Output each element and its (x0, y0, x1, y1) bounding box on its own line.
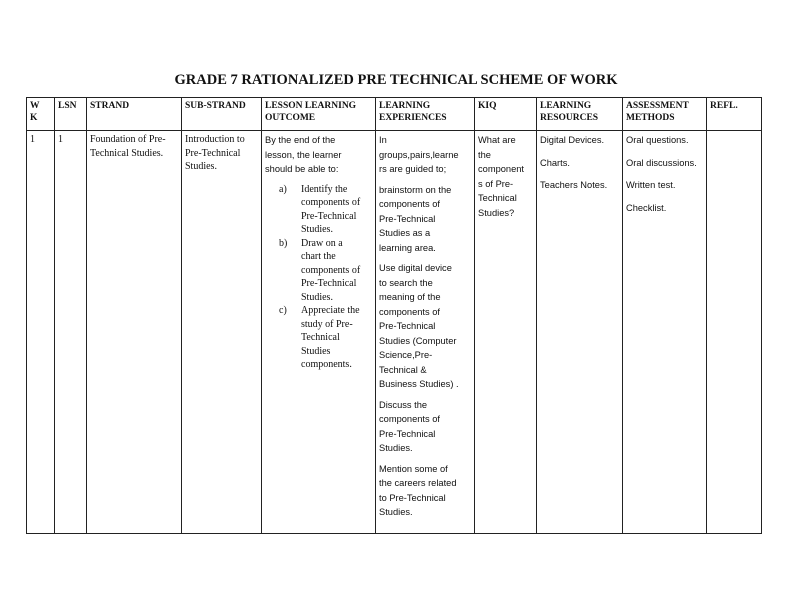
outcome-intro: By the end of the lesson, the learner should be able to: (265, 135, 342, 174)
resource-item: Digital Devices. (540, 135, 605, 145)
header-kiq: KIQ (475, 98, 537, 131)
assessment-item: Oral questions. (626, 135, 689, 145)
table-row (27, 131, 762, 534)
experience-item: Use digital device to search the meaning of the components of Pre-Technical Studies (Computer Science,Pre- Technical & Business Studies) . (379, 263, 459, 389)
resource-item: Teachers Notes. (540, 180, 608, 190)
experience-item: Discuss the components of Pre-Technical Studies. (379, 399, 440, 453)
cell-experiences (376, 131, 475, 534)
header-lsn: LSN (55, 98, 87, 131)
header-wk: W K (27, 98, 55, 131)
cell-outcome (262, 131, 376, 534)
header-assessment: ASSESSMENT METHODS (623, 98, 707, 131)
outcome-text: Appreciate the study of Pre- Technical Studies components. (301, 305, 360, 370)
outcome-list (265, 183, 372, 372)
outcome-text: Draw on a chart the components of Pre-Technical Studies. (301, 237, 361, 303)
experience-item: In groups,pairs,learne rs are guided to; (379, 135, 459, 174)
header-outcome: LESSON LEARNING OUTCOME (262, 98, 376, 131)
table-header-row (27, 98, 762, 131)
cell-resources (537, 131, 623, 534)
cell-wk: 1 (27, 131, 55, 534)
outcome-label: b) (279, 237, 288, 249)
outcome-item (279, 237, 372, 305)
outcome-item (279, 304, 372, 372)
cell-lsn: 1 (55, 131, 87, 534)
outcome-item (279, 183, 372, 237)
header-experiences: LEARNING EXPERIENCES (376, 98, 475, 131)
header-resources: LEARNING RESOURCES (537, 98, 623, 131)
scheme-of-work-table (26, 97, 762, 534)
outcome-text: Identify the components of Pre-Technical Studies. (301, 183, 361, 235)
resource-item: Charts. (540, 157, 570, 168)
header-strand: STRAND (87, 98, 182, 131)
experience-item: Mention some of the careers related to Pre-Technical Studies. (379, 463, 457, 517)
header-sub-strand: SUB-STRAND (182, 98, 262, 131)
outcome-label: a) (279, 183, 287, 195)
cell-reflection (707, 131, 762, 534)
assessment-item: Checklist. (626, 202, 667, 213)
page-title: GRADE 7 RATIONALIZED PRE TECHNICAL SCHEME OF WORK (174, 72, 618, 88)
outcome-label: c) (279, 305, 287, 316)
cell-sub-strand: Introduction to Pre-Technical Studies. (182, 131, 262, 534)
assessment-item: Written test. (626, 180, 676, 190)
experience-item: brainstorm on the components of Pre-Technical Studies as a learning area. (379, 184, 452, 253)
header-reflection: REFL. (707, 98, 762, 131)
assessment-item: Oral discussions. (626, 157, 697, 168)
cell-assessment (623, 131, 707, 534)
cell-strand: Foundation of Pre- Technical Studies. (87, 131, 182, 534)
cell-kiq: What are the component s of Pre- Technical Studies? (475, 131, 537, 534)
